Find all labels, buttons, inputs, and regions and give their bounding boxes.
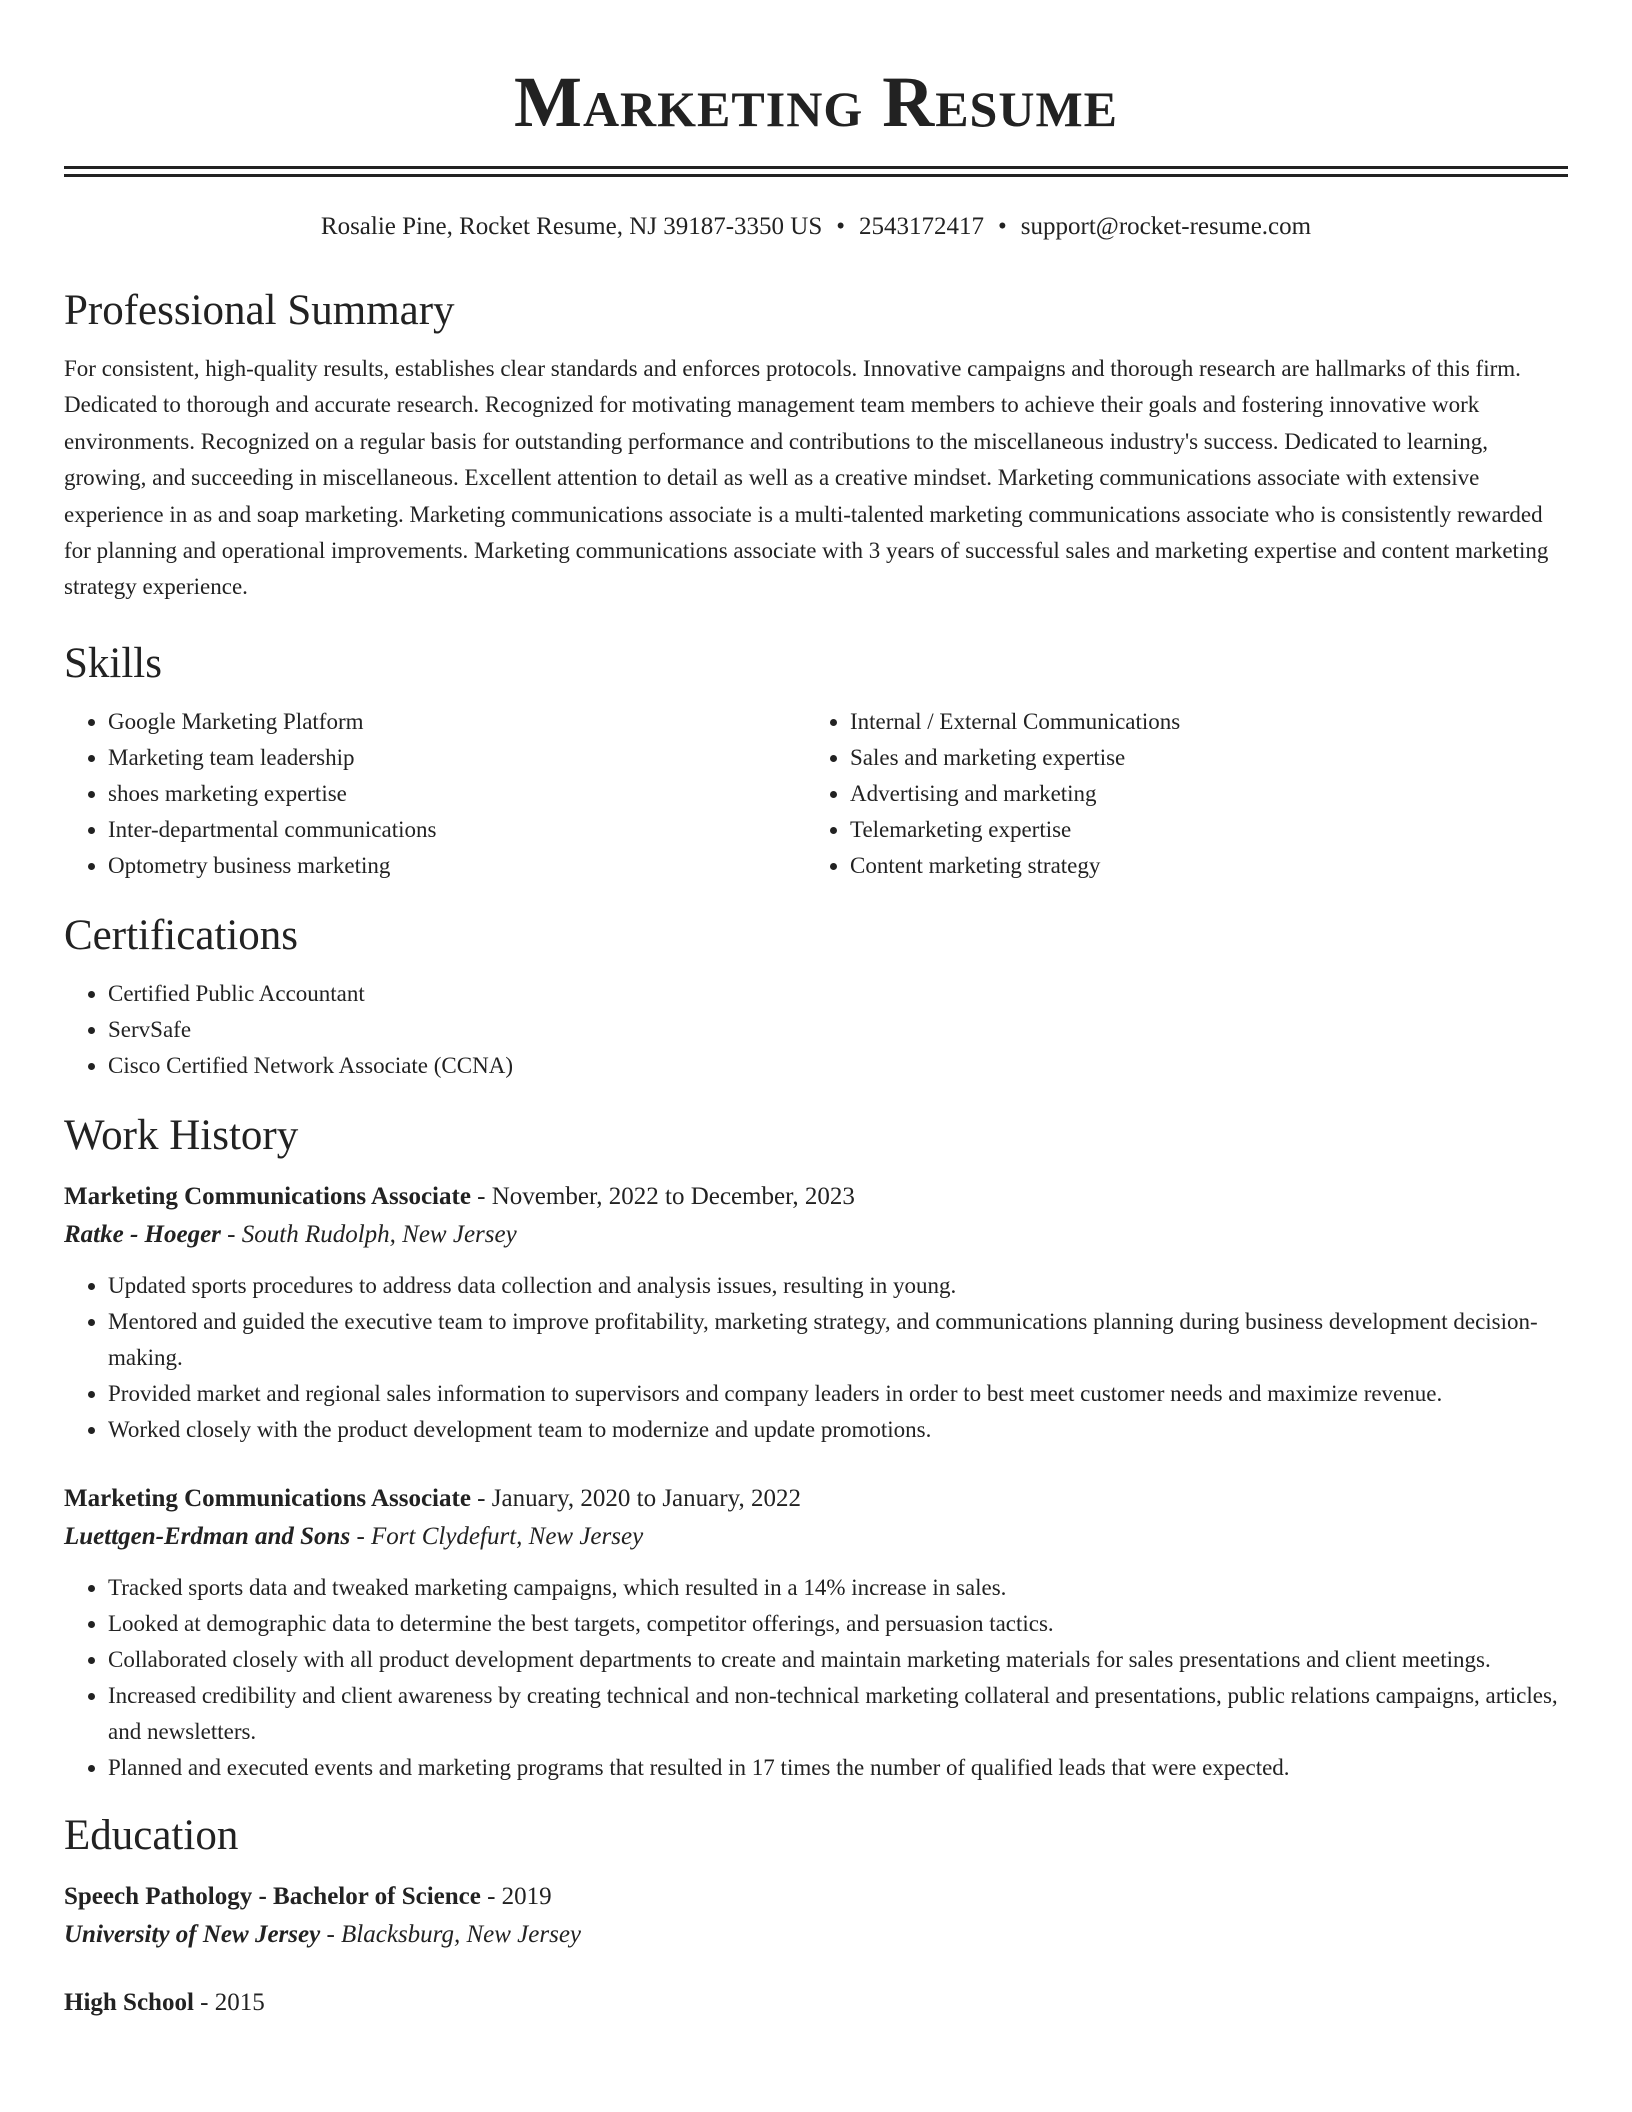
- job-title: Marketing Communications Associate: [64, 1182, 471, 1210]
- job-bullet: • Provided market and regional sales information to supervisors and company leaders in order to best meet customer needs and maximize revenue.: [108, 1376, 1568, 1412]
- skill-item: • shoes marketing expertise: [108, 776, 806, 812]
- skills-list-left: [64, 704, 806, 884]
- certification-item: • ServSafe: [108, 1012, 1568, 1048]
- skill-item: • Telemarketing expertise: [850, 812, 1548, 848]
- job-title-line: [64, 1480, 1568, 1518]
- job-location: - Fort Clydefurt, New Jersey: [350, 1522, 644, 1550]
- title-rule-top: [64, 166, 1568, 169]
- education-degree-line: [64, 1878, 1568, 1916]
- contact-line: [64, 211, 1568, 243]
- education-year: - 2019: [480, 1882, 552, 1910]
- education-degree: High School: [64, 1988, 194, 2016]
- summary-text: For consistent, high-quality results, establishes clear standards and enforces protocols. Innovative campaigns and thorough research are hallmarks of this firm. Dedicated to thorough and accurate research. Recognized for motivating management team members to achieve their goals and fostering innovative work environments. Recognized on a regular basis for outstanding performance and contributions to the miscellaneous industry's success. Dedicated to learning, growing, and succeeding in miscellaneous. Excellent attention to detail as well as a creative mindset. Marketing communications associate with extensive experience in as and soap marketing. Marketing communications associate is a multi-talented marketing communications associate who is consistently rewarded for planning and operational improvements. Marketing communications associate with 3 years of successful sales and marketing expertise and content marketing strategy experience.: [64, 356, 1549, 600]
- skill-item: • Google Marketing Platform: [108, 704, 806, 740]
- certifications-list: [64, 976, 1568, 1084]
- job-bullet: • Worked closely with the product development team to modernize and update promotions.: [108, 1412, 1568, 1448]
- certifications-heading: Certifications: [64, 911, 299, 959]
- job-title: Marketing Communications Associate: [64, 1484, 471, 1512]
- skills-heading: Skills: [64, 639, 162, 687]
- contact-separator: •: [998, 213, 1007, 240]
- education-degree: Speech Pathology - Bachelor of Science: [64, 1882, 481, 1910]
- job-bullet: • Tracked sports data and tweaked marketing campaigns, which resulted in a 14% increase in sales.: [108, 1570, 1568, 1606]
- contact-separator: •: [836, 213, 846, 240]
- job-entry: [64, 1178, 1568, 1448]
- job-title-line: [64, 1178, 1568, 1216]
- education-entry: [64, 1878, 1568, 1954]
- job-bullet: • Increased credibility and client awareness by creating technical and non-technical marketing collateral and presentations, public relations campaigns, articles, and newsletters.: [108, 1678, 1568, 1750]
- skill-item: • Optometry business marketing: [108, 848, 806, 884]
- resume-title: Marketing Resume: [513, 62, 1119, 142]
- job-bullet-list: [64, 1570, 1568, 1786]
- contact-address: Rosalie Pine, Rocket Resume, NJ 39187-3350 US: [320, 213, 823, 240]
- work-history-heading: Work History: [64, 1111, 299, 1159]
- education-school-line: [64, 1916, 1568, 1954]
- contact-phone: 2543172417: [859, 213, 985, 240]
- job-company-line: [64, 1216, 1568, 1254]
- education-heading: Education: [64, 1811, 239, 1859]
- skill-item: • Internal / External Communications: [850, 704, 1548, 740]
- contact-email: support@rocket-resume.com: [1020, 213, 1312, 240]
- education-degree-line: [64, 1984, 1568, 2022]
- job-company: Ratke - Hoeger: [64, 1220, 221, 1248]
- title-rule-bottom: [64, 174, 1568, 177]
- certification-item: • Certified Public Accountant: [108, 976, 1568, 1012]
- education-location: - Blacksburg, New Jersey: [320, 1920, 582, 1948]
- skill-item: • Advertising and marketing: [850, 776, 1548, 812]
- skill-item: • Inter-departmental communications: [108, 812, 806, 848]
- skill-item: • Content marketing strategy: [850, 848, 1548, 884]
- skill-item: • Sales and marketing expertise: [850, 740, 1548, 776]
- job-bullet: • Updated sports procedures to address data collection and analysis issues, resulting in young.: [108, 1268, 1568, 1304]
- job-entry: [64, 1480, 1568, 1786]
- job-bullet: • Looked at demographic data to determine the best targets, competitor offerings, and persuasion tactics.: [108, 1606, 1568, 1642]
- job-company-line: [64, 1518, 1568, 1556]
- job-dates: - November, 2022 to December, 2023: [470, 1182, 855, 1210]
- education-year: - 2015: [193, 1988, 265, 2016]
- education-entry: [64, 1984, 1568, 2022]
- skills-column-right: [806, 704, 1548, 884]
- job-location: - South Rudolph, New Jersey: [220, 1220, 517, 1248]
- summary-heading: Professional Summary: [64, 287, 455, 334]
- education-school: University of New Jersey: [64, 1920, 321, 1948]
- skills-grid: [64, 704, 1568, 884]
- job-dates: - January, 2020 to January, 2022: [470, 1484, 801, 1512]
- job-bullet: • Planned and executed events and marketing programs that resulted in 17 times the number of qualified leads that were expected.: [108, 1750, 1568, 1786]
- skills-list-right: [806, 704, 1548, 884]
- job-bullet: • Mentored and guided the executive team to improve profitability, marketing strategy, and communications planning during business development decision-making.: [108, 1304, 1568, 1376]
- skills-column-left: [64, 704, 806, 884]
- skill-item: • Marketing team leadership: [108, 740, 806, 776]
- job-bullet-list: [64, 1268, 1568, 1448]
- job-company: Luettgen-Erdman and Sons: [64, 1522, 351, 1550]
- job-bullet: • Collaborated closely with all product development departments to create and maintain marketing materials for sales presentations and client meetings.: [108, 1642, 1568, 1678]
- certification-item: • Cisco Certified Network Associate (CCNA): [108, 1048, 1568, 1084]
